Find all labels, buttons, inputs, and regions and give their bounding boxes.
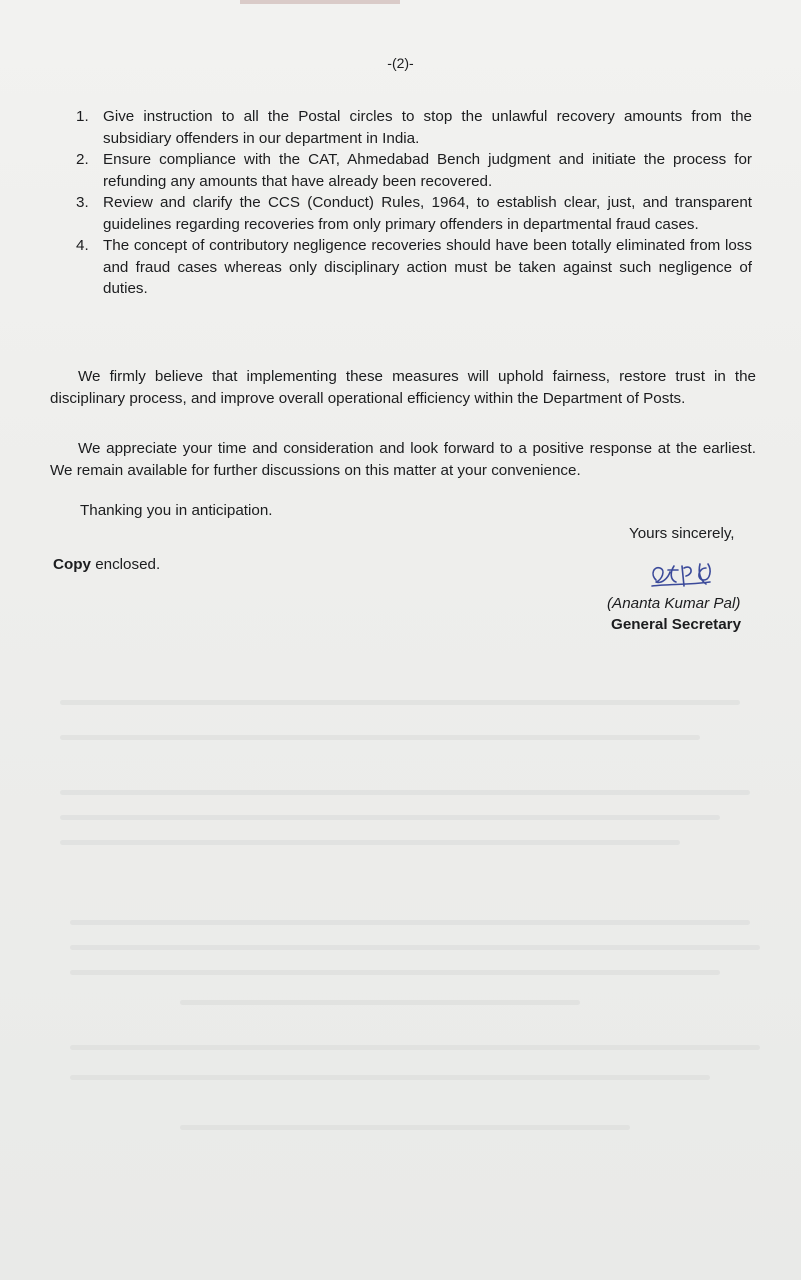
copy-enclosed-note	[53, 556, 160, 573]
bleed-through-line	[60, 840, 680, 845]
thanks-paragraph: Thanking you in anticipation.	[80, 502, 273, 519]
bleed-through-line	[180, 1125, 630, 1130]
belief-paragraph: We firmly believe that implementing these measures will uphold fairness, restore trust in the disciplinary process, and improve overall operational efficiency within the Department of Posts.	[50, 368, 756, 407]
bleed-through-line	[70, 1045, 760, 1050]
copy-rest: enclosed.	[90, 556, 161, 573]
list-item	[76, 149, 752, 192]
bleed-through-line	[70, 920, 750, 925]
bleed-through-line	[180, 1000, 580, 1005]
list-item-number: 4.	[76, 237, 89, 254]
request-list	[76, 106, 752, 300]
signer-name: (Ananta Kumar Pal)	[607, 595, 741, 612]
closing-salutation: Yours sincerely,	[629, 525, 735, 542]
bleed-through-line	[60, 815, 720, 820]
signer-title: General Secretary	[611, 616, 742, 633]
list-item-text: Give instruction to all the Postal circles to stop the unlawful recovery amounts from the subsidiary offenders in our department in India.	[103, 108, 752, 147]
page-number: -(2)-	[387, 55, 414, 71]
bleed-through-line	[70, 945, 760, 950]
bleed-through-line	[60, 735, 700, 740]
appreciation-paragraph: We appreciate your time and consideration and look forward to a positive response at the earliest. We remain available for further discussions on this matter at your convenience.	[50, 440, 756, 479]
list-item	[76, 235, 752, 300]
list-item-text: Review and clarify the CCS (Conduct) Rules, 1964, to establish clear, just, and transparent guidelines regarding recoveries from only primary offenders in departmental fraud cases.	[103, 194, 752, 233]
bleed-through-line	[70, 1075, 710, 1080]
bleed-through-line	[70, 970, 720, 975]
bleed-through-line	[60, 790, 750, 795]
list-item-text: The concept of contributory negligence recoveries should have been totally eliminated from loss and fraud cases whereas only disciplinary action must be taken against such negligence of duties.	[103, 237, 752, 297]
list-item	[76, 106, 752, 149]
list-item	[76, 192, 752, 235]
copy-label: Copy	[53, 556, 91, 573]
page-edge-stain	[240, 0, 400, 4]
bleed-through-line	[60, 700, 740, 705]
list-item-number: 3.	[76, 194, 89, 211]
list-item-number: 1.	[76, 108, 89, 125]
handwritten-signature	[648, 558, 722, 592]
list-item-text: Ensure compliance with the CAT, Ahmedabad Bench judgment and initiate the process for refunding any amounts that have already been recovered.	[103, 151, 752, 190]
list-item-number: 2.	[76, 151, 89, 168]
